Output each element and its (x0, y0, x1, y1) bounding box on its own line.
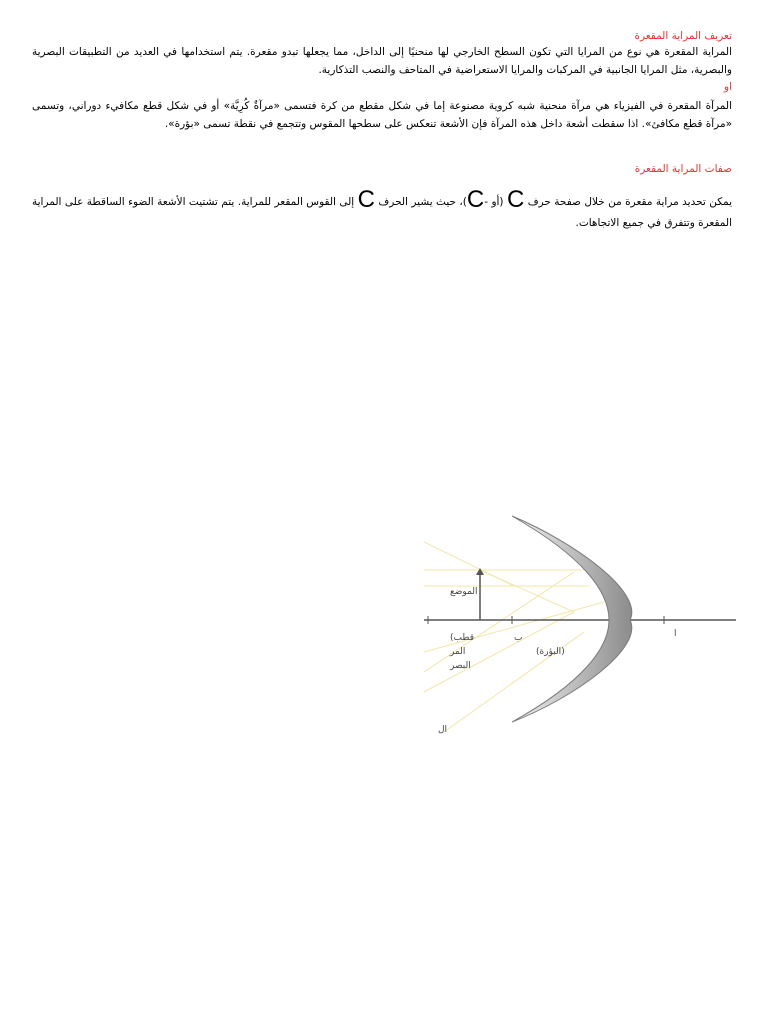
label-object: الموضع (450, 587, 478, 597)
section-heading-properties: صفات المراية المقعرة (634, 163, 732, 175)
or-text: او (724, 81, 732, 93)
mirror-diagram-svg (424, 512, 736, 738)
label-left-3: البصر (450, 661, 471, 671)
label-focus-point: (البؤرة) (536, 647, 565, 657)
label-focus: ب (514, 633, 523, 643)
letter-c-large: C (466, 186, 485, 213)
definition-paragraph: المراية المقعرة هي نوع من المرايا التي تكون السطح الخارجي لها منحنيًا إلى الداخل، مما يجعلها تبدو مقعرة. يتم استخدامها في العديد من التطبيقات البصرية والبصرية، مثل المرايا الجانبية في المركبات والمرايا الاستعراضية في المتاحف والنصب التذكارية. (32, 46, 732, 76)
label-bottom: ال (438, 725, 448, 735)
properties-text-mid: )، حيث يشير الحرف (374, 196, 467, 208)
properties-text-or: (أو - (484, 196, 507, 208)
properties-text-start: يمكن تحديد مراية مقعرة من خلال صفحة حرف (524, 196, 732, 208)
physics-paragraph: المرآة المقعرة في الفيزياء هي مرآة منحنية شبه كروية مصنوعة إما في شكل مقطع من كرة فتسمى «مرآةٌ كُرِيَّة» أو في شكل قطع مكافيء دوراني، وتسمى «مرآة قطع مكافئ». اذا سقطت أشعة داخل هذه المرآة فإن الأشعة تنعكس على سطحها المقوس وتتجمع في نقطة تسمى «بؤرة». (32, 100, 732, 130)
letter-c-large: C (357, 186, 375, 213)
letter-c-large: C (506, 186, 525, 213)
section-heading-definition: تعريف المراية المقعرة (634, 30, 732, 42)
label-left-2: المر (450, 647, 466, 657)
properties-text-end: إلى القوس المقعر للمراية. يتم تشتيت الأشعة الضوء الساقطة على المراية المقعرة وتتفرق في جميع الاتجاهات. (32, 196, 732, 229)
concave-mirror-shape (512, 516, 632, 722)
label-left-1: (قطب (450, 633, 475, 643)
concave-mirror-diagram (424, 512, 736, 738)
label-center: ا (674, 629, 677, 639)
properties-paragraph (32, 186, 732, 234)
